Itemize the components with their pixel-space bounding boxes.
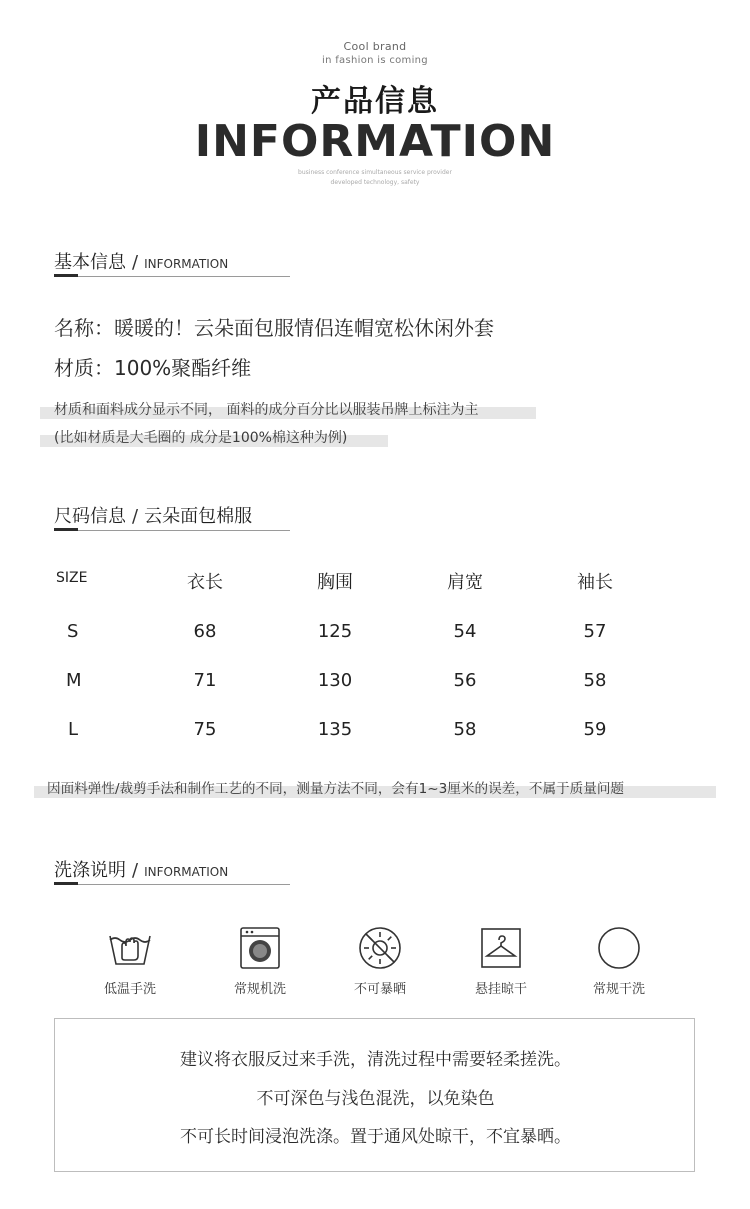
page-title-cn: 产品信息: [311, 84, 439, 119]
table-cell: 71: [193, 670, 217, 691]
wash-item-hang-dry: [446, 926, 556, 997]
machine-wash-icon: [238, 926, 282, 970]
brand-tagline-2: in fashion is coming: [322, 55, 428, 66]
size-note: 因面料弹性/裁剪手法和制作工艺的不同，测量方法不同，会有1~3厘米的误差，不属于质量问题: [47, 781, 625, 797]
wash-item-machine-wash: [205, 926, 315, 997]
tiny-caption-1: business conference simultaneous service provider: [298, 169, 452, 176]
dry-clean-icon: [597, 926, 641, 970]
no-sun-icon: [358, 926, 402, 970]
table-cell: 58: [583, 670, 607, 691]
page-title-en: INFORMATION: [194, 116, 556, 167]
table-cell-size: S: [67, 621, 79, 642]
wash-instructions-box: [54, 1018, 695, 1172]
column-header-length: 衣长: [187, 572, 223, 593]
material-note-2: (比如材质是大毛圈的 成分是100%棉这种为例): [54, 430, 348, 446]
wash-item-dry-clean: [564, 926, 674, 997]
table-cell-size: M: [66, 670, 82, 691]
column-header-shoulder: 肩宽: [447, 572, 483, 593]
wash-instruction-1: 建议将衣服反过来手洗，清洗过程中需要轻柔搓洗。: [180, 1050, 571, 1070]
basic-info-subtitle: INFORMATION: [144, 257, 229, 271]
column-header-chest: 胸围: [317, 572, 353, 593]
table-cell: 135: [317, 719, 353, 740]
wash-info-divider: [54, 884, 290, 885]
table-cell: 68: [193, 621, 217, 642]
size-info-subtitle: 云朵面包棉服: [144, 506, 253, 527]
wash-item-hand-wash: [75, 926, 185, 997]
hand-wash-icon: [108, 926, 152, 970]
table-cell: 130: [317, 670, 353, 691]
wash-info-accent: [54, 882, 78, 885]
table-cell: 58: [453, 719, 477, 740]
wash-info-heading: 洗涤说明 / INFORMATION: [54, 860, 229, 881]
wash-info-subtitle: INFORMATION: [144, 865, 229, 879]
wash-instruction-2: 不可深色与浅色混洗，以免染色: [256, 1089, 495, 1109]
product-material: 材质：100%聚酯纤维: [54, 356, 252, 380]
brand-tagline-1: Cool brand: [343, 40, 407, 53]
wash-instruction-3: 不可长时间浸泡洗涤。置于通风处晾干，不宜暴晒。: [180, 1127, 571, 1147]
wash-label: 不可暴晒: [353, 982, 406, 997]
product-name: 名称：暖暖的！云朵面包服情侣连帽宽松休闲外套: [54, 316, 494, 340]
material-note-1: 材质和面料成分显示不同， 面料的成分百分比以服装吊牌上标注为主: [54, 402, 479, 418]
table-cell: 125: [317, 621, 353, 642]
basic-info-accent: [54, 274, 78, 277]
hang-dry-icon: [479, 926, 523, 970]
column-header-sleeve: 袖长: [577, 572, 613, 593]
table-cell-size: L: [68, 719, 79, 740]
size-info-title: 尺码信息: [54, 506, 126, 527]
size-info-accent: [54, 528, 78, 531]
basic-info-title: 基本信息: [54, 252, 126, 273]
basic-info-divider: [54, 276, 290, 277]
table-cell: 59: [583, 719, 607, 740]
basic-info-heading: 基本信息 / INFORMATION: [54, 252, 229, 273]
wash-label: 悬挂晾干: [474, 982, 527, 997]
tiny-caption-2: developed technology, safety: [330, 179, 420, 186]
table-cell: 56: [453, 670, 477, 691]
size-info-divider: [54, 530, 290, 531]
table-cell: 54: [453, 621, 477, 642]
wash-item-no-sun: [325, 926, 435, 997]
wash-label: 常规干洗: [592, 982, 645, 997]
wash-label: 低温手洗: [103, 982, 156, 997]
wash-info-title: 洗涤说明: [54, 860, 126, 881]
table-cell: 75: [193, 719, 217, 740]
wash-label: 常规机洗: [233, 982, 286, 997]
column-header-size: SIZE: [56, 570, 88, 586]
table-cell: 57: [583, 621, 607, 642]
size-info-heading: 尺码信息 / 云朵面包棉服: [54, 506, 253, 527]
